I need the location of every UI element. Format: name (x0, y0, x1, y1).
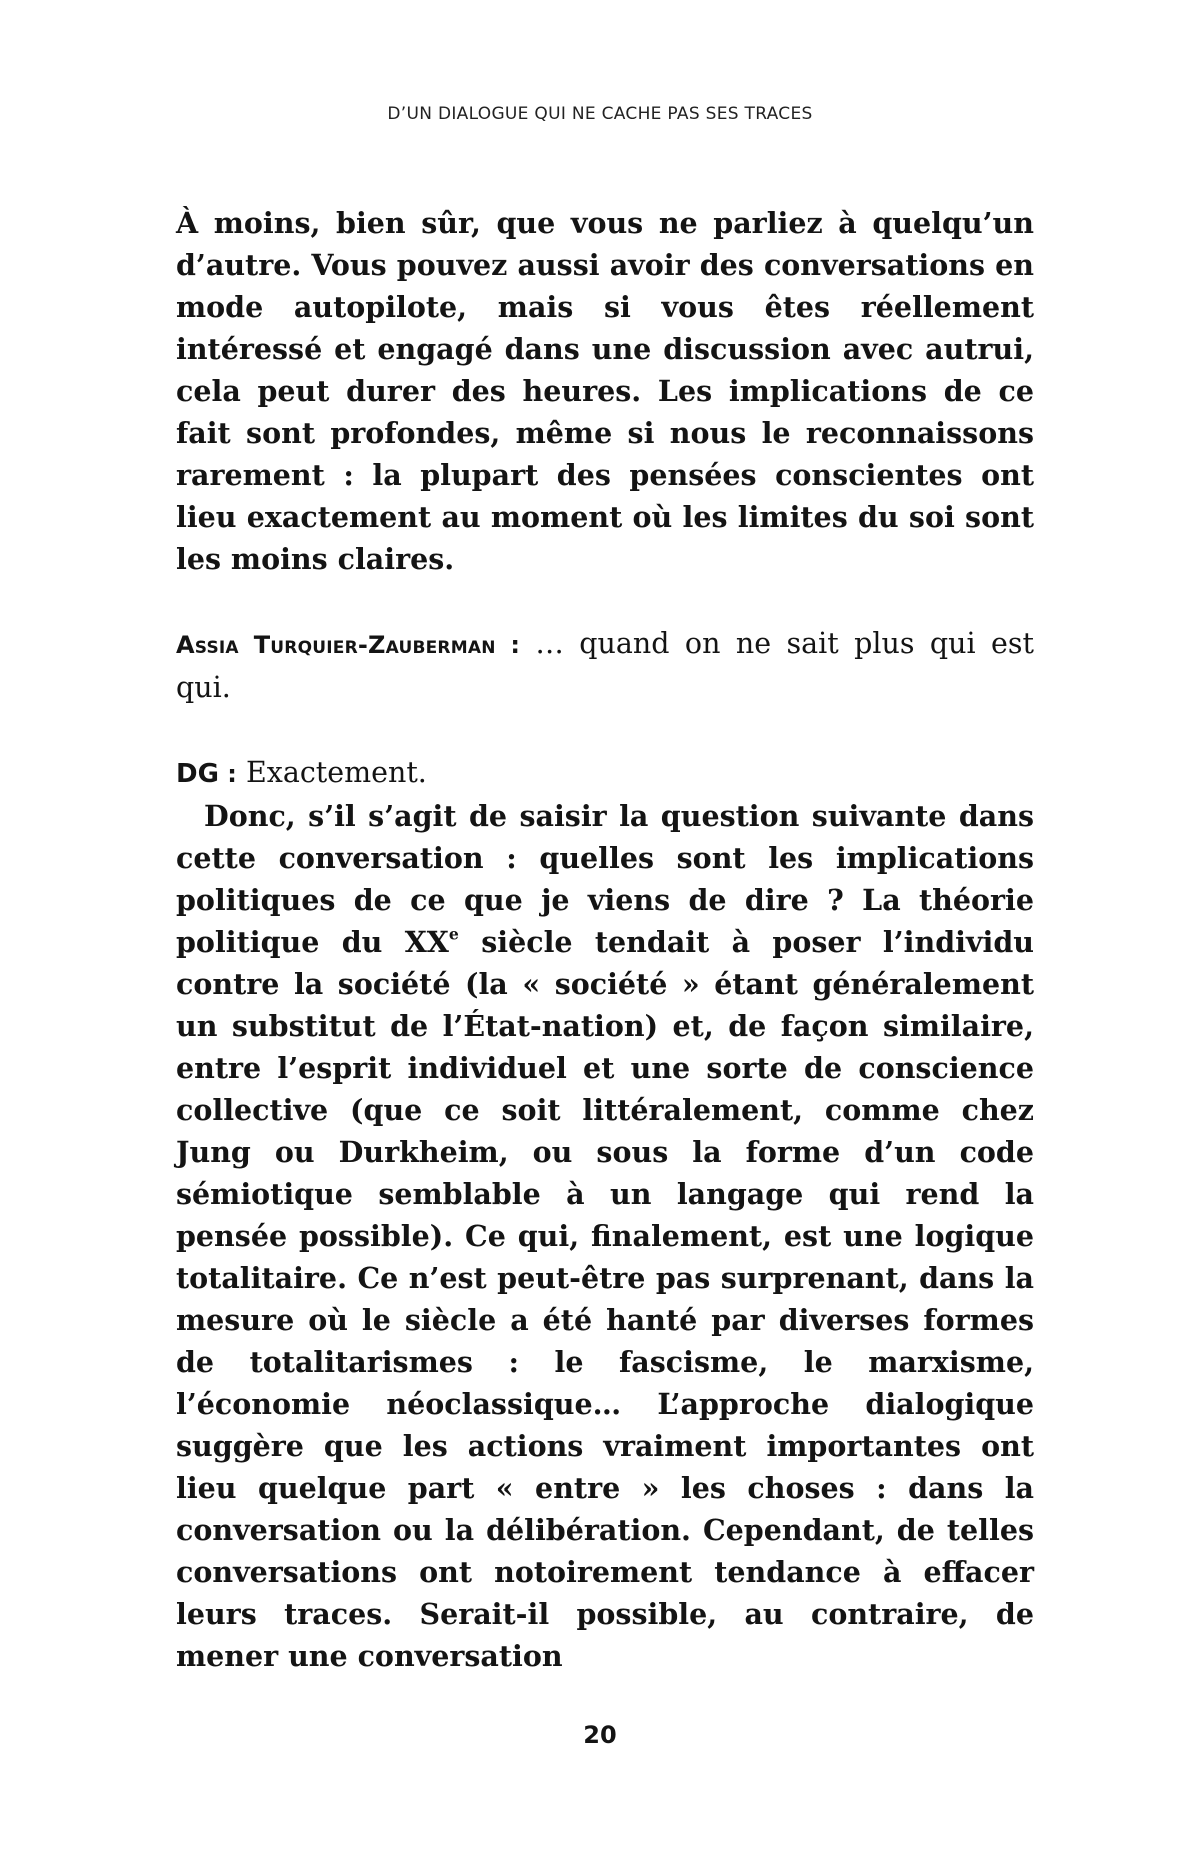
dialogue-turn-dg (176, 751, 1034, 795)
dialogue-text: Exactement. (236, 756, 427, 789)
speaker-name: DG (176, 759, 219, 789)
speaker-colon: : (218, 760, 237, 788)
speaker-colon: : (495, 631, 520, 659)
running-header: D’UN DIALOGUE QUI NE CACHE PAS SES TRACES (387, 104, 813, 124)
paragraph-3-rest: siècle tendait à poser l’individu contre la société (la « société » étant généralement un substitut de l’État-nation) et, de façon similaire, entre l’esprit individuel et une sorte de conscience collective (que ce soit littéralement, comme chez Jung ou Durkheim, ou sous la forme d’un code sémiotique semblable à un langage qui rend la pensée possible). Ce qui, finalement, est une logique totalitaire. Ce n’est peut-être pas surprenant, dans la mesure où le siècle a été hanté par diverses formes de totalitarismes : le fascisme, le marxisme, l’économie néoclassique… L’approche dialogique suggère que les actions vraiment importantes ont lieu quelque part « entre » les choses : dans la conversation ou la délibération. Cependant, de telles conversations ont notoirement tendance à effacer leurs traces. Serait-il possible, au contraire, de mener une conversation (176, 925, 1034, 1673)
century-superscript: e (448, 924, 459, 944)
page-number: 20 (583, 1721, 617, 1749)
paragraph-3-start: Donc, s’il s’agit de saisir la question suivante dans cette conversation : quelles sont les implications politiques de ce que je viens de dire ? La théorie politique du XX (176, 799, 1034, 959)
paragraph-3 (176, 795, 1034, 1677)
paragraph-1: À moins, bien sûr, que vous ne parliez à quelqu’un d’autre. Vous pouvez aussi avoir des conversations en mode autopilote, mais si vous êtes réellement intéressé et engagé dans une discussion avec autrui, cela peut durer des heures. Les implications de ce fait sont profondes, même si nous le reconnaissons rarement : la plupart des pensées conscientes ont lieu exactement au moment où les limites du soi sont les moins claires. (176, 206, 1034, 576)
dialogue-text: … quand on ne sait plus qui est qui. (176, 627, 1034, 704)
dialogue-turn-assia (176, 622, 1034, 709)
page-body (176, 202, 1034, 1677)
speaker-name: Assia Turquier-Zauberman (176, 631, 496, 659)
